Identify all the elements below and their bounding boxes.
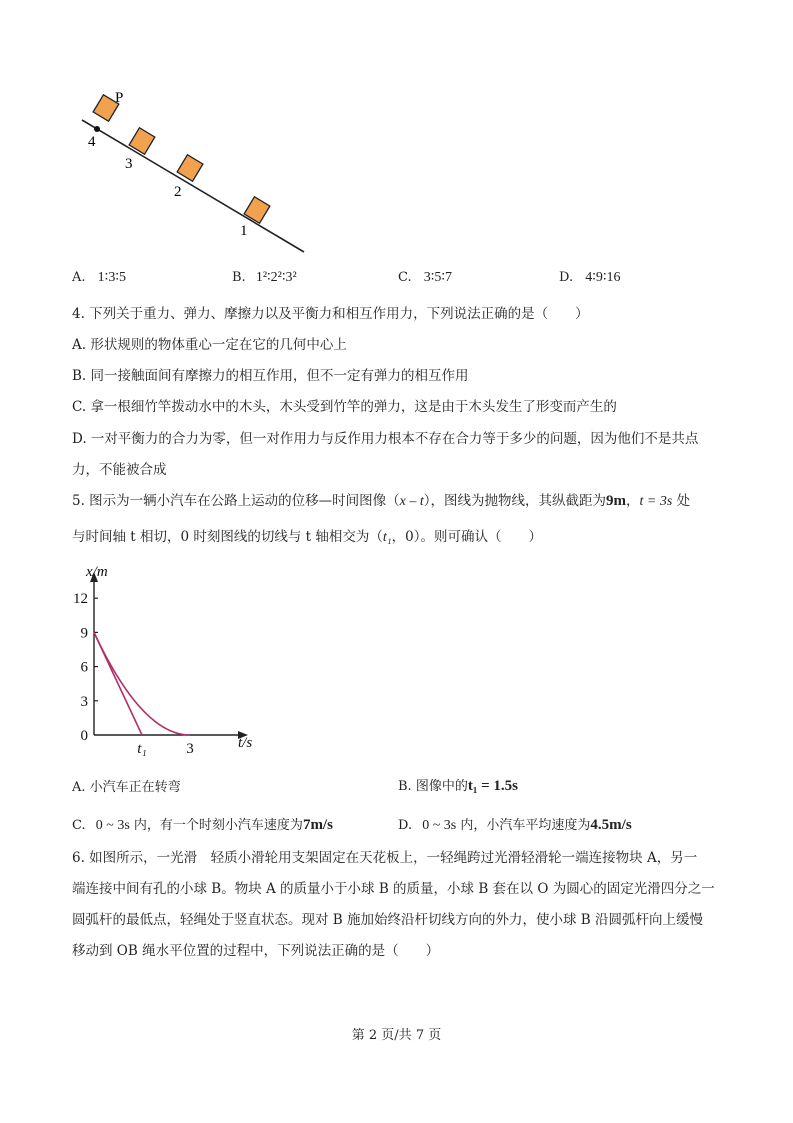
label-p: P — [115, 90, 124, 106]
q3-option-d-letter: D. — [559, 270, 574, 285]
q3-option-d — [559, 268, 621, 288]
parabola-curve — [94, 632, 190, 735]
q3-option-c — [398, 268, 452, 288]
q5-stem1-f: t = 3s — [639, 494, 673, 509]
q5-option-d-letter: D. — [398, 818, 413, 833]
y-tick-label: 6 — [80, 659, 88, 676]
y-tick-label: 3 — [80, 693, 88, 710]
y-tick-label: 9 — [80, 625, 88, 642]
q3-option-c-value: 3∶5∶7 — [423, 270, 453, 285]
y-tick-label: 0 — [80, 728, 88, 744]
q5-option-b-math: t₁ = 1.5s — [467, 778, 518, 794]
q5-option-c — [72, 815, 333, 836]
q5-stem-line2 — [72, 527, 542, 548]
incline-figure — [70, 80, 320, 260]
q4-option-c: C. 拿一根细竹竿拨动水中的木头，木头受到竹竿的弹力，这是由于木头发生了形变而产生的 — [72, 399, 617, 415]
q4-option-b: B. 同一接触面间有摩擦力的相互作用，但不一定有弹力的相互作用 — [72, 368, 469, 384]
q3-option-d-value: 4∶9∶16 — [585, 270, 621, 285]
q3-option-a-letter: A. — [72, 270, 86, 285]
xt-graph — [70, 562, 270, 762]
q5-option-b-text: B. 图像中的 — [398, 779, 468, 794]
page-footer: 第 2 页/共 7 页 — [351, 1028, 442, 1043]
q4-option-a: A. 形状规则的物体重心一定在它的几何中心上 — [72, 337, 347, 353]
x-axis-label: t/s — [238, 735, 253, 751]
q5-stem1-g: 处 — [672, 493, 691, 509]
label-3: 3 — [125, 156, 133, 172]
q4-option-d-line1: D. 一对平衡力的合力为零，但一对作用力与反作用力根本不存在合力等于多少的问题，因为他们不是共点 — [72, 431, 699, 447]
q4-option-d-line2: 力，不能被合成 — [72, 462, 167, 478]
q6-line4: 移动到 OB 绳水平位置的过程中，下列说法正确的是（ ） — [72, 943, 440, 959]
q6-line3: 圆弧杆的最低点，轻绳处于竖直状态。现对 B 施加始终沿杆切线方向的外力，使小球 B 沿圆弧杆向上缓慢 — [72, 912, 704, 928]
q5-stem1-d: 9m — [606, 493, 627, 509]
q5-stem1-a: 5. 图示为一辆小汽车在公路上运动的位移—时间图像（ — [72, 493, 400, 509]
q5-option-b — [398, 776, 518, 797]
q5-stem2-a: 与时间轴 t 相切，0 时刻图线的切线与 t 轴相交为（ — [72, 529, 383, 545]
x-tick-label-t1: t₁ — [137, 741, 147, 757]
y-axis-label: x/m — [86, 564, 108, 580]
q3-option-c-letter: C. — [398, 270, 412, 285]
q5-stem2-c: ，0）。则可确认（ ） — [391, 529, 543, 545]
q3-option-a — [72, 268, 126, 288]
q5-stem2-b: t₁ — [382, 530, 392, 545]
q5-option-c-letter: C. — [72, 818, 86, 833]
q5-stem1-c: ），图线为抛物线，其纵截距为 — [423, 493, 607, 509]
q5-option-d — [398, 815, 632, 836]
q6-line2: 端连接中间有孔的小球 B。物块 A 的质量小于小球 B 的质量，小球 B 套在以 O 为圆心的固定光滑四分之一 — [72, 881, 715, 897]
q4-stem: 4. 下列关于重力、弹力、摩擦力以及平衡力和相互作用力，下列说法正确的是（ ） — [72, 306, 589, 322]
y-tick-label: 12 — [73, 591, 88, 608]
point-p-dot — [94, 126, 100, 132]
q5-option-d-value: 4.5m/s — [590, 817, 632, 833]
q3-option-a-value: 1∶3∶5 — [97, 270, 126, 285]
q5-stem-line1 — [72, 491, 690, 512]
x-tick-label-3: 3 — [186, 741, 194, 757]
q5-option-c-text: 内，有一个时刻小汽车速度为 — [129, 818, 303, 833]
q5-stem1-b: x – t — [399, 494, 424, 509]
block-2 — [177, 155, 203, 181]
q5-option-c-value: 7m/s — [302, 817, 333, 833]
q5-option-d-text: 内，小汽车平均速度为 — [456, 818, 591, 833]
q5-option-a: A. 小汽车正在转弯 — [72, 780, 181, 795]
tangent-line — [94, 632, 142, 735]
q3-option-b-value: 1²∶2²∶3² — [255, 270, 297, 285]
q5-option-c-range: 0 ~ 3s — [95, 818, 130, 833]
label-2: 2 — [174, 184, 182, 200]
q3-option-b-letter: B. — [232, 270, 246, 285]
q6-line1: 6. 如图所示，一光滑 轻质小滑轮用支架固定在天花板上，一轻绳跨过光滑轻滑轮一端连接物块 A，另一 — [72, 850, 698, 866]
q5-option-d-range: 0 ~ 3s — [422, 818, 457, 833]
label-4: 4 — [88, 134, 96, 150]
q5-stem1-e: ， — [626, 493, 640, 509]
q3-option-b — [232, 268, 297, 288]
label-1: 1 — [240, 223, 248, 239]
incline-line — [82, 120, 304, 252]
